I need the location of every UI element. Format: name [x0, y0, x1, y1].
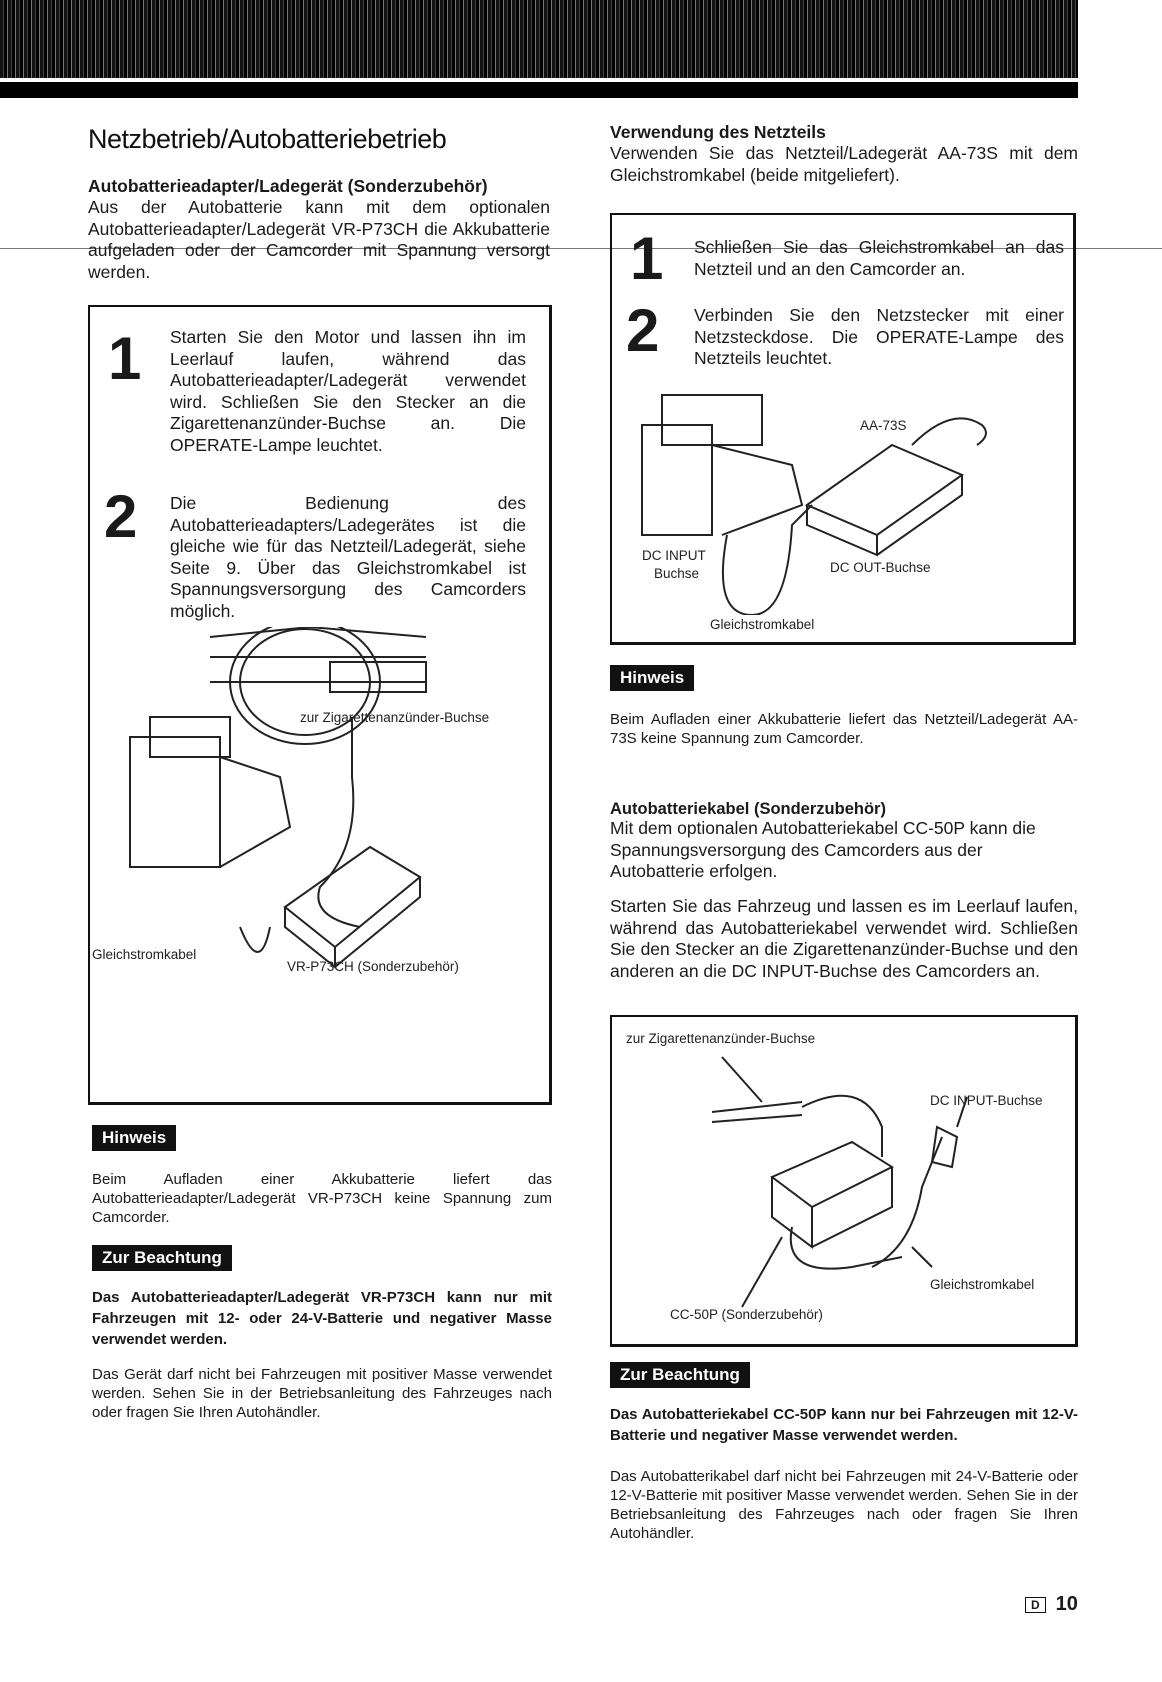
section-heading: Autobatterieadapter/Ladegerät (Sonderzubehör) [88, 176, 488, 196]
caution-tag: Zur Beachtung [610, 1362, 750, 1388]
step-number: 1 [108, 325, 142, 392]
cable-label: Gleichstromkabel [92, 947, 197, 962]
note-text: Beim Aufladen einer Akkubatterie liefert das Netzteil/Ladegerät AA-73S keine Spannung zum Camcorder. [610, 711, 1078, 747]
illustration-box [610, 1015, 1078, 1347]
model-label: AA-73S [860, 418, 907, 433]
caution-bold-text: Das Autobatterieadapter/Ladegerät VR-P73CH kann nur mit Fahrzeugen mit 12- oder 24-V-Batterie und negativer Masse verwendet werden. [92, 1289, 552, 1348]
caution-tag: Zur Beachtung [92, 1245, 232, 1271]
step-text: Starten Sie den Motor und lassen ihn im Leerlauf laufen, während das Autobatterieadapter/Ladegerät verwendet wird. Schließen Sie den Stecker an die Zigarettenanzünder-Buchse an. Die OPERATE-Lampe leuchtet. [170, 327, 526, 455]
cable-label: Gleichstromkabel [930, 1277, 1035, 1292]
step-number: 1 [630, 225, 664, 292]
instruction-box [610, 213, 1076, 645]
header-banner [0, 0, 1078, 78]
section-heading: Verwendung des Netzteils [610, 122, 826, 142]
caution-text: Das Autobatterikabel darf nicht bei Fahrzeugen mit 24-V-Batterie oder 12-V-Batterie mit positiver Masse verwendet werden. Sehen Sie in der Betriebsanleitung des Fahrzeuges nach oder fragen Sie Ihren Autohändler. [610, 1468, 1078, 1542]
instruction-box [88, 305, 552, 1105]
page-footer [1025, 1593, 1078, 1616]
page-title: Netzbetrieb/Autobatteriebetrieb [88, 124, 447, 154]
car-charger-illustration [90, 627, 550, 987]
note-tag: Hinweis [610, 665, 694, 691]
caution-text: Das Gerät darf nicht bei Fahrzeugen mit positiver Masse verwendet werden. Sehen Sie in der Betriebsanleitung des Fahrzeuges nach oder fragen Sie Ihren Autohändler. [92, 1366, 552, 1421]
intro-text: Mit dem optionalen Autobatteriekabel CC-50P kann die Spannungsversorgung des Camcorders aus der Autobatterie erfolgen. [610, 818, 1036, 881]
language-badge: D [1025, 1597, 1046, 1613]
dc-out-label: DC OUT-Buchse [830, 560, 931, 575]
device-label: VR-P73CH (Sonderzubehör) [287, 959, 459, 974]
cable-label: Gleichstromkabel [710, 617, 815, 632]
dc-input-label: DC INPUT [642, 548, 706, 563]
intro-text: Verwenden Sie das Netzteil/Ladegerät AA-73S mit dem Gleichstromkabel (beide mitgeliefert). [610, 143, 1078, 185]
step-text: Verbinden Sie den Netzstecker mit einer Netzsteckdose. Die OPERATE-Lampe des Netzteils leuchtet. [694, 305, 1064, 368]
page-number: 10 [1055, 1593, 1078, 1615]
device-label: CC-50P (Sonderzubehör) [670, 1307, 823, 1322]
body-text: Starten Sie das Fahrzeug und lassen es im Leerlauf laufen, während das Autobatteriekabel verwendet wird. Schließen Sie den Stecker an die Zigarettenanzünder-Buchse und den anderen an die DC INPUT-Buchse des Camcorders an. [610, 896, 1078, 981]
intro-text: Aus der Autobatterie kann mit dem optionalen Autobatterieadapter/Ladegerät VR-P73CH die Akkubatterie aufgeladen oder der Camcorder mit Spannung versorgt werden. [88, 197, 550, 282]
caution-bold-text: Das Autobatteriekabel CC-50P kann nur bei Fahrzeugen mit 12-V-Batterie und negativer Masse verwendet werden. [610, 1406, 1078, 1444]
socket-label: zur Zigarettenanzünder-Buchse [300, 710, 490, 725]
step-text: Schließen Sie das Gleichstromkabel an das Netzteil und an den Camcorder an. [694, 237, 1064, 279]
car-cable-illustration [612, 1017, 1076, 1347]
step-number: 2 [104, 483, 138, 550]
buchse-label: Buchse [654, 566, 700, 581]
note-text: Beim Aufladen einer Akkubatterie liefert das Autobatterieadapter/Ladegerät VR-P73CH keine Spannung zum Camcorder. [92, 1171, 552, 1226]
dc-input-label: DC INPUT-Buchse [930, 1093, 1043, 1108]
header-rule [0, 82, 1078, 98]
note-tag: Hinweis [92, 1125, 176, 1151]
step-number: 2 [626, 297, 660, 364]
step-text: Die Bedienung des Autobatterieadapters/Ladegerätes ist die gleiche wie für das Netzteil/Ladegerät, siehe Seite 9. Über das Gleichstromkabel ist Spannungsversorgung des Camcorders möglich. [170, 493, 526, 621]
socket-label: zur Zigarettenanzünder-Buchse [626, 1031, 816, 1046]
section-heading: Autobatteriekabel (Sonderzubehör) [610, 800, 886, 818]
